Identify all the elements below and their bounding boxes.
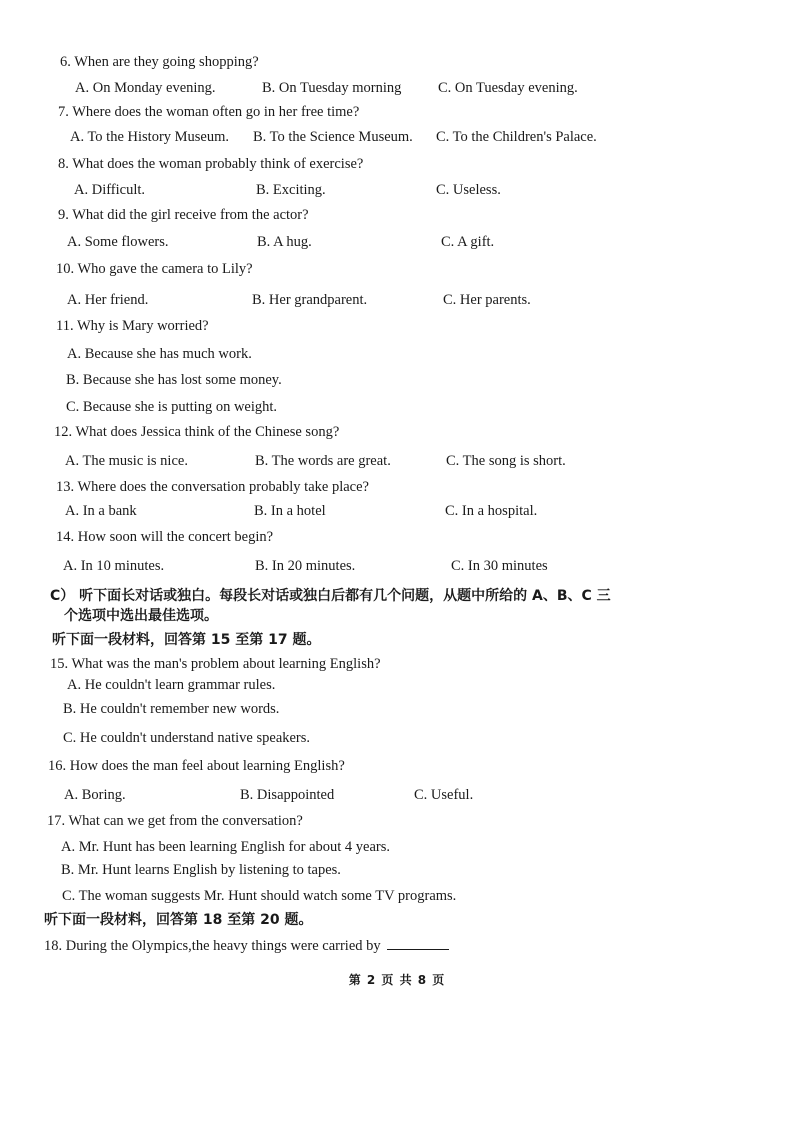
question-7-option-b: B. To the Science Museum.: [253, 129, 413, 145]
question-15-option-c: C. He couldn't understand native speakers.: [63, 730, 311, 746]
question-9-option-c: C. A gift.: [441, 234, 495, 250]
page-number-footer: 第 2 页 共 8 页: [348, 973, 446, 987]
question-14-option-a: A. In 10 minutes.: [63, 558, 165, 574]
question-7-option-c: C. To the Children's Palace.: [436, 129, 597, 145]
instruction-questions-18-20: 听下面一段材料，回答第 18 至第 20 题。: [44, 912, 313, 928]
question-16-option-b: B. Disappointed: [240, 787, 335, 803]
question-7-stem: 7. Where does the woman often go in her free time?: [58, 104, 360, 120]
question-15-option-b: B. He couldn't remember new words.: [63, 701, 280, 717]
question-6-stem: 6. When are they going shopping?: [60, 54, 259, 70]
question-11-stem: 11. Why is Mary worried?: [56, 318, 209, 334]
question-8-option-c: C. Useless.: [436, 182, 501, 198]
question-10-stem: 10. Who gave the camera to Lily?: [56, 261, 253, 277]
question-12-option-b: B. The words are great.: [255, 453, 391, 469]
question-10-option-b: B. Her grandparent.: [252, 292, 368, 308]
question-9-option-b: B. A hug.: [257, 234, 312, 250]
question-16-stem: 16. How does the man feel about learning English?: [48, 758, 345, 774]
question-13-option-a: A. In a bank: [65, 503, 137, 519]
question-12-option-a: A. The music is nice.: [65, 453, 188, 469]
question-9-stem: 9. What did the girl receive from the actor?: [58, 207, 309, 223]
question-17-option-c: C. The woman suggests Mr. Hunt should watch some TV programs.: [62, 888, 457, 904]
question-14-option-b: B. In 20 minutes.: [255, 558, 356, 574]
question-8-stem: 8. What does the woman probably think of exercise?: [58, 156, 364, 172]
question-12-stem: 12. What does Jessica think of the Chinese song?: [54, 424, 340, 440]
question-18: [44, 938, 449, 955]
question-11-option-a: A. Because she has much work.: [67, 346, 252, 362]
question-17-option-a: A. Mr. Hunt has been learning English for about 4 years.: [61, 839, 390, 855]
question-10-option-a: A. Her friend.: [67, 292, 149, 308]
question-15-stem: 15. What was the man's problem about learning English?: [50, 656, 381, 672]
question-11-option-c: C. Because she is putting on weight.: [66, 399, 278, 415]
answer-blank[interactable]: [387, 948, 449, 950]
question-6-option-b: B. On Tuesday morning: [262, 80, 402, 96]
section-c-instruction-line-1: C） 听下面长对话或独白。每段长对话或独白后都有几个问题，从题中所给的 A、B、C 三: [50, 588, 611, 604]
question-12-option-c: C. The song is short.: [446, 453, 566, 469]
question-6-option-c: C. On Tuesday evening.: [438, 80, 578, 96]
question-13-option-b: B. In a hotel: [254, 503, 326, 519]
question-15-option-a: A. He couldn't learn grammar rules.: [67, 677, 276, 693]
question-18-stem: 18. During the Olympics,the heavy things were carried by: [44, 938, 381, 954]
question-16-option-c: C. Useful.: [414, 787, 474, 803]
question-14-stem: 14. How soon will the concert begin?: [56, 529, 274, 545]
question-11-option-b: B. Because she has lost some money.: [66, 372, 282, 388]
question-7-option-a: A. To the History Museum.: [70, 129, 230, 145]
question-16-option-a: A. Boring.: [64, 787, 126, 803]
question-6-option-a: A. On Monday evening.: [75, 80, 216, 96]
instruction-questions-15-17: 听下面一段材料，回答第 15 至第 17 题。: [52, 632, 321, 648]
question-8-option-a: A. Difficult.: [74, 182, 146, 198]
question-13-stem: 13. Where does the conversation probably take place?: [56, 479, 369, 495]
question-8-option-b: B. Exciting.: [256, 182, 326, 198]
question-9-option-a: A. Some flowers.: [67, 234, 169, 250]
section-c-instruction-line-2: 个选项中选出最佳选项。: [64, 608, 218, 624]
question-17-option-b: B. Mr. Hunt learns English by listening to tapes.: [61, 862, 341, 878]
question-17-stem: 17. What can we get from the conversation?: [47, 813, 303, 829]
question-14-option-c: C. In 30 minutes: [451, 558, 548, 574]
question-13-option-c: C. In a hospital.: [445, 503, 538, 519]
question-10-option-c: C. Her parents.: [443, 292, 531, 308]
